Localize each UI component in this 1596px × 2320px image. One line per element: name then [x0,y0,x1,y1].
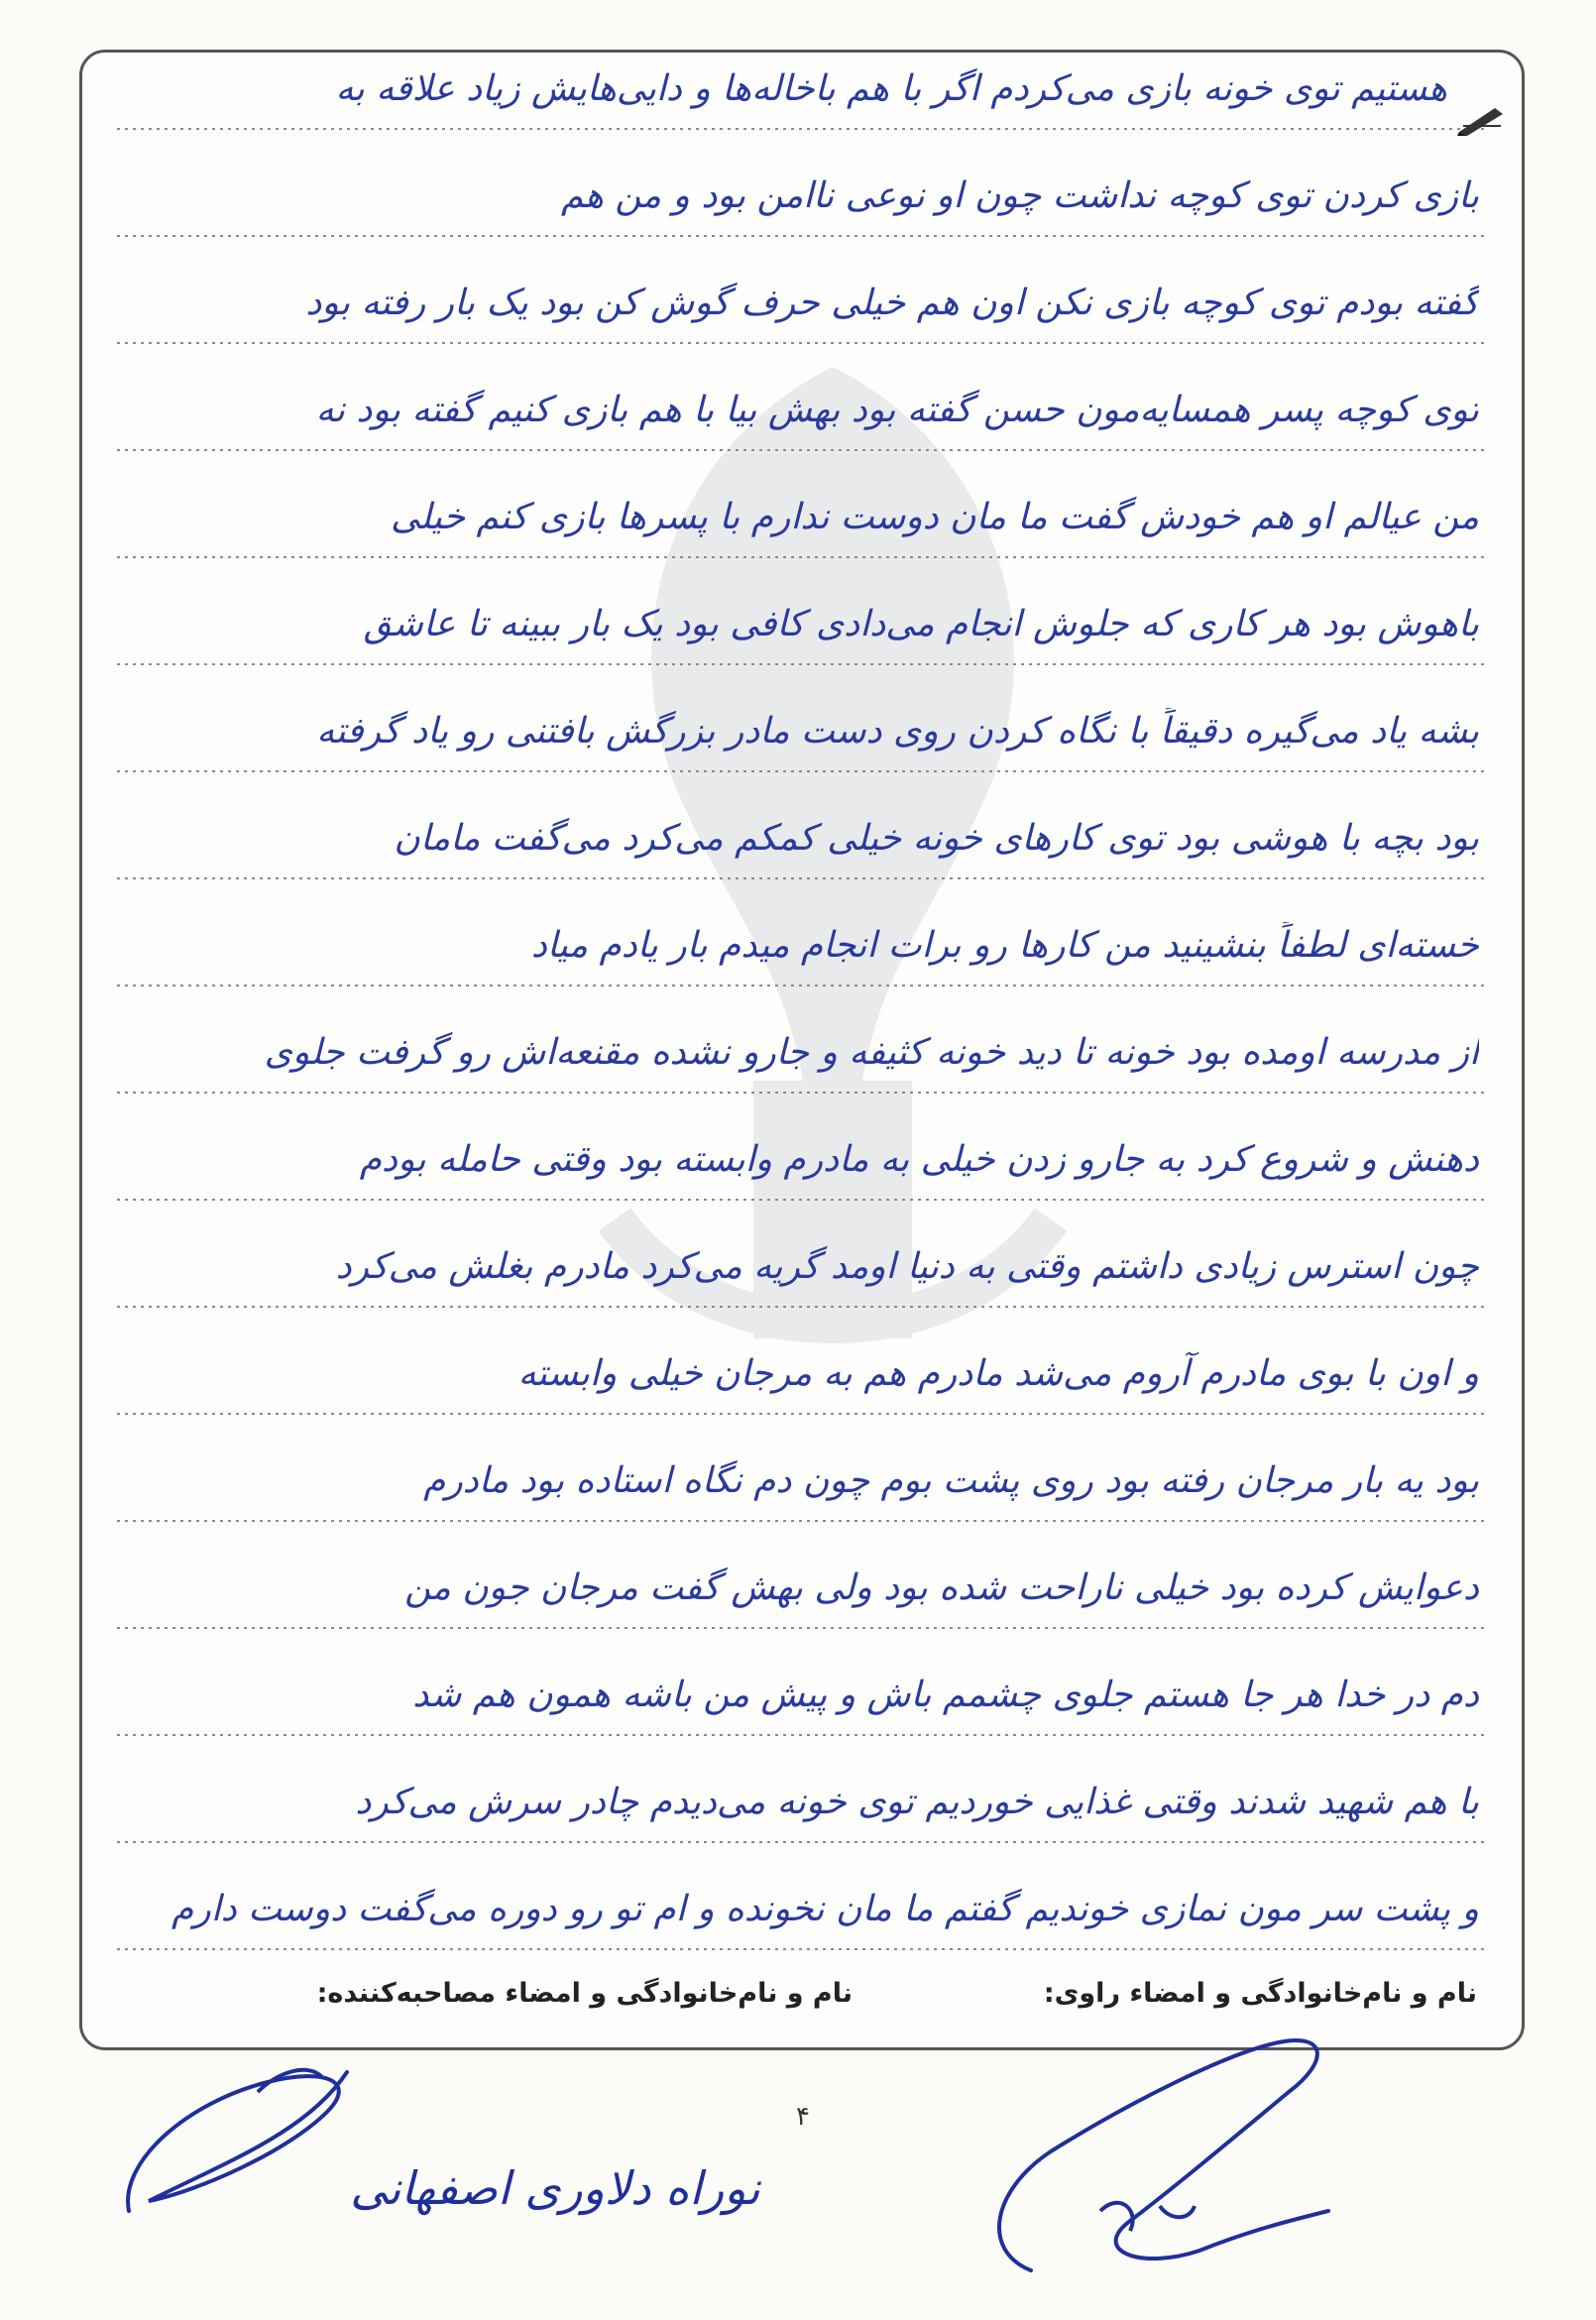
handwritten-line: هستیم توی خونه بازی می‌کردم اگر با هم باخاله‌ها و دایی‌هایش زیاد علاقه به [335,68,1447,109]
interviewer-signature [971,2023,1348,2290]
handwritten-line: دعوایش کرده بود خیلی ناراحت شده بود ولی بهش گفت مرجان جون من [404,1567,1479,1608]
handwritten-line: و پشت سر مون نمازی خوندیم گفتم ما مان نخونده و ام تو رو دوره می‌گفت دوست دارم [171,1889,1479,1929]
pencil-icon [1455,102,1507,136]
handwritten-line: دم در خدا هر جا هستم جلوی چشمم باش و پیش من باشه همون هم شد [412,1675,1479,1715]
handwritten-line: بازی کردن توی کوچه نداشت چون او نوعی ناامن بود و من هم [561,175,1479,216]
interviewer-signature-label: نام و نام‌خانوادگی و امضاء مصاحبه‌کننده: [316,1978,853,2009]
handwritten-line: بود بچه با هوشی بود توی کارهای خونه خیلی کمکم می‌کرد می‌گفت مامان [394,818,1479,859]
handwritten-line: چون استرس زیادی داشتم وقتی به دنیا اومد گریه می‌کرد مادرم بغلش می‌کرد [335,1246,1479,1287]
handwritten-line: از مدرسه اومده بود خونه تا دید خونه کثیفه و جارو نشده مقنعه‌اش رو گرفت جلوی [264,1032,1479,1073]
footer [119,1978,1487,2018]
page-number: ۴ [796,2102,810,2132]
handwritten-line: دهنش و شروع کرد به جارو زدن خیلی به مادرم وابسته بود وقتی حامله بودم [359,1139,1479,1180]
narrator-name-handwritten: نوراه دلاوری اصفهانی [350,2161,760,2215]
handwritten-line: خسته‌ای لطفاً بنشینید من کارها رو برات انجام میدم بار یادم میاد [530,925,1479,966]
handwritten-line: بشه یاد می‌گیره دقیقاً با نگاه کردن روی دست مادر بزرگش بافتنی رو یاد گرفته [316,711,1479,752]
handwritten-line: و اون با بوی مادرم آروم می‌شد مادرم هم به مرجان خیلی وابسته [517,1353,1479,1394]
handwritten-line: توی کوچه پسر همسایه‌مون حسن گفته بود بهش بیا با هم بازی کنیم گفته بود نه [315,390,1479,430]
handwritten-line: من عیالم او هم خودش گفت ما مان دوست ندارم با پسرها بازی کنم خیلی [391,497,1479,537]
narrator-signature-label: نام و نام‌خانوادگی و امضاء راوی: [1043,1978,1477,2009]
handwritten-line: با هم شهید شدند وقتی غذایی خوردیم توی خونه می‌دیدم چادر سرش می‌کرد [355,1782,1479,1822]
handwritten-line: باهوش بود هر کاری که جلوش انجام می‌دادی کافی بود یک بار ببینه تا عاشق [363,604,1479,644]
handwritten-line: گفته بودم توی کوچه بازی نکن اون هم خیلی حرف گوش کن بود یک بار رفته بود [305,283,1479,323]
narrator-signature [109,2042,367,2231]
handwritten-line: بود یه بار مرجان رفته بود روی پشت بوم چون دم نگاه استاده بود مادرم [423,1460,1479,1501]
